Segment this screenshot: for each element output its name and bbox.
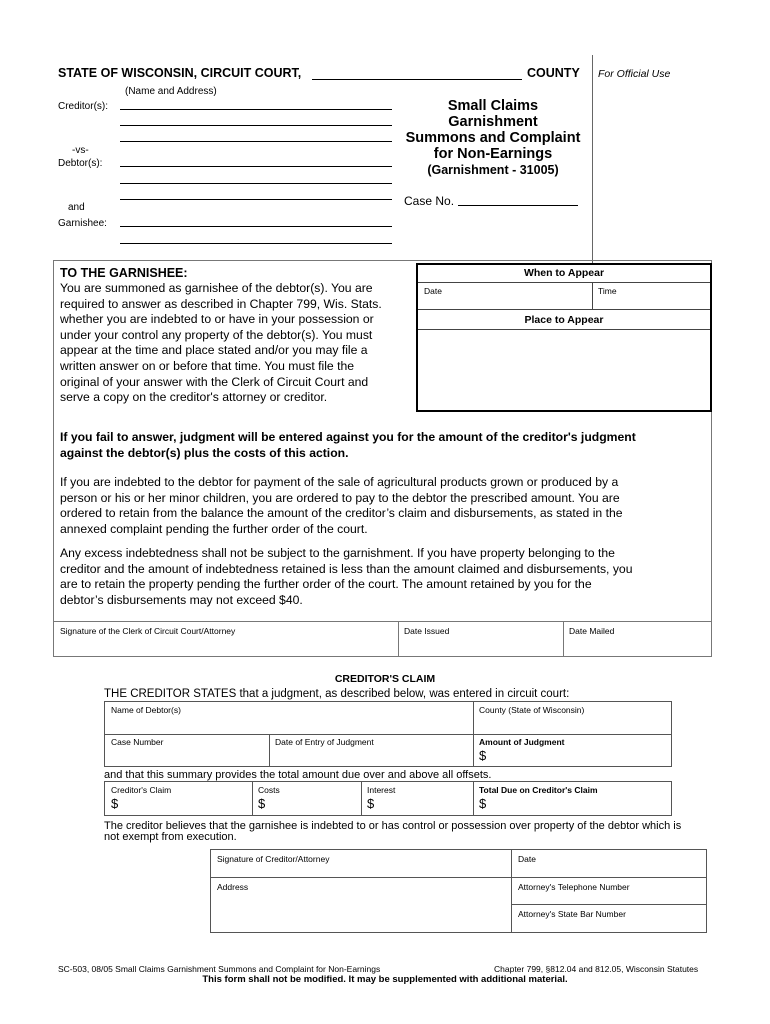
para-line: annexed complaint pending the further order of the court. xyxy=(60,521,368,536)
appear-time-field[interactable] xyxy=(593,284,710,309)
county-state-label: County (State of Wisconsin) xyxy=(479,705,585,715)
costs-currency: $ xyxy=(258,796,266,811)
garnishee-label: Garnishee: xyxy=(58,218,107,229)
para-line: If you are indebted to the debtor for payment of the sale of agricultural products grown or produced by a xyxy=(60,475,619,489)
creditors-claim-field[interactable] xyxy=(106,783,251,814)
title-line-4: for Non-Earnings xyxy=(433,146,553,162)
sign-date-field[interactable] xyxy=(513,851,705,876)
para-line: are to retain the property pending the further order of the court. The amount retained by you for the xyxy=(60,577,592,592)
place-to-appear-field[interactable] xyxy=(418,330,710,408)
garnishee-line-2[interactable] xyxy=(120,243,392,244)
amount-judgment-currency: $ xyxy=(479,748,487,763)
summary-text: and that this summary provides the total amount due over and above all offsets. xyxy=(104,769,492,781)
para-line: debtor’s disbursements may not exceed $40. xyxy=(60,592,303,607)
para-line: person or his or her minor children, you are ordered to pay to the debtor the prescribed amount. You are xyxy=(60,490,620,505)
county-label: COUNTY xyxy=(527,66,580,80)
debtor-line-2[interactable] xyxy=(120,183,392,184)
title-line-2: Garnishment xyxy=(448,114,538,130)
address-label: Address xyxy=(217,882,249,892)
amount-judgment-label: Amount of Judgment xyxy=(479,737,565,747)
creditors-claim-currency: $ xyxy=(111,796,119,811)
creditor-signature-label: Signature of Creditor/Attorney xyxy=(217,854,330,864)
garnishee-notice-text xyxy=(60,281,415,406)
costs-field[interactable] xyxy=(253,783,360,814)
sign-date-label: Date xyxy=(518,854,536,864)
official-use-divider xyxy=(592,55,593,265)
date-entry-label: Date of Entry of Judgment xyxy=(275,737,374,747)
and-label: and xyxy=(68,202,85,213)
amount-judgment-field[interactable] xyxy=(474,735,670,765)
interest-field[interactable] xyxy=(362,783,472,814)
debtor-line-1[interactable] xyxy=(120,166,392,167)
form-code: (Garnishment - 31005) xyxy=(427,163,559,177)
form-title xyxy=(394,98,592,162)
case-number-label: Case Number xyxy=(111,737,164,747)
interest-label: Interest xyxy=(367,785,396,795)
notice-line: required to answer as described in Chapter 799, Wis. Stats. xyxy=(60,296,382,311)
notice-line: under your control any property of the debtor(s). You must xyxy=(60,327,373,342)
notice-line: appear at the time and place stated and/or you may file a xyxy=(60,343,368,358)
debtor-name-field[interactable] xyxy=(106,703,472,733)
creditor-line-2[interactable] xyxy=(120,125,392,126)
case-no-label: Case No. xyxy=(404,194,455,208)
date-entry-field[interactable] xyxy=(270,735,472,765)
title-line-1: Small Claims xyxy=(447,98,539,114)
creditor-line-3[interactable] xyxy=(120,141,392,142)
date-issued-field[interactable] xyxy=(399,622,562,656)
agricultural-paragraph xyxy=(60,475,710,537)
appear-date-field[interactable] xyxy=(418,284,592,309)
notice-line: original of your answer with the Clerk of Circuit Court and xyxy=(60,374,369,389)
name-address-caption: (Name and Address) xyxy=(125,86,217,97)
clerk-signature-field[interactable] xyxy=(54,622,397,656)
attorney-phone-field[interactable] xyxy=(513,879,705,903)
debtor-line-3[interactable] xyxy=(120,199,392,200)
when-to-appear-label: When to Appear xyxy=(523,267,605,279)
sign-row-divider-2 xyxy=(511,904,706,905)
court-heading: STATE OF WISCONSIN, CIRCUIT COURT, xyxy=(58,66,302,80)
excess-indebtedness-paragraph xyxy=(60,546,710,608)
total-due-label: Total Due on Creditor's Claim xyxy=(479,785,598,795)
sign-row-divider-1 xyxy=(211,877,706,878)
belief-line: not exempt from execution. xyxy=(104,831,237,843)
notice-line: serve a copy on the creditor's attorney or creditor. xyxy=(60,390,328,405)
date-issued-label: Date Issued xyxy=(404,626,450,636)
claim-totals-table xyxy=(104,781,672,816)
appearance-box xyxy=(416,263,712,412)
date-mailed-label: Date Mailed xyxy=(569,626,615,636)
case-number-field[interactable] xyxy=(106,735,268,765)
para-line: ordered to retain from the balance the amount of the creditor’s claim and disbursements, as stated in the xyxy=(60,506,623,521)
attorney-bar-field[interactable] xyxy=(513,906,705,931)
creditors-claim-heading: CREDITOR'S CLAIM xyxy=(334,673,436,685)
attorney-bar-label: Attorney's State Bar Number xyxy=(518,909,626,919)
garnishee-heading: TO THE GARNISHEE: xyxy=(60,266,188,280)
debtor-name-label: Name of Debtor(s) xyxy=(111,705,181,715)
statutes-footer: Chapter 799, §812.04 and 812.05, Wisconsin Statutes xyxy=(494,964,699,974)
county-state-field[interactable] xyxy=(474,703,670,733)
total-due-currency: $ xyxy=(479,796,487,811)
official-use-label: For Official Use xyxy=(598,68,671,80)
creditor-signature-table xyxy=(210,849,707,933)
sign-col-divider xyxy=(511,850,512,932)
para-line: creditor and the amount of indebtedness retained is less than the amount claimed and disbursements, you xyxy=(60,561,633,576)
warning-line: against the debtor(s) plus the costs of this action. xyxy=(60,445,349,460)
vs-label: -vs- xyxy=(72,145,89,156)
county-name-line[interactable] xyxy=(312,79,522,80)
creditors-label: Creditor(s): xyxy=(58,101,109,112)
when-divider xyxy=(418,282,710,283)
default-judgment-warning xyxy=(60,430,710,461)
creditor-belief-text xyxy=(104,821,724,843)
notice-line: whether you are indebted to or have in your possession or xyxy=(60,312,374,327)
creditor-line-1[interactable] xyxy=(120,109,392,110)
form-id-footer: SC-503, 08/05 Small Claims Garnishment Summons and Complaint for Non-Earnings xyxy=(58,964,381,974)
total-due-field[interactable] xyxy=(474,783,670,814)
warning-line: If you fail to answer, judgment will be entered against you for the amount of the creditor's judgment xyxy=(60,430,636,444)
address-field[interactable] xyxy=(212,879,510,931)
place-divider xyxy=(418,309,710,310)
debtors-label: Debtor(s): xyxy=(58,158,103,169)
appear-date-label: Date xyxy=(424,286,442,296)
creditor-signature-field[interactable] xyxy=(212,851,510,876)
title-line-3: Summons and Complaint xyxy=(405,130,581,146)
judgment-table xyxy=(104,701,672,767)
appear-time-label: Time xyxy=(598,286,617,296)
costs-label: Costs xyxy=(258,785,280,795)
place-to-appear-label: Place to Appear xyxy=(524,314,604,326)
attorney-phone-label: Attorney's Telephone Number xyxy=(518,882,630,892)
creditor-states-text: THE CREDITOR STATES that a judgment, as described below, was entered in circuit court: xyxy=(104,688,570,700)
creditors-claim-label: Creditor's Claim xyxy=(111,785,172,795)
interest-currency: $ xyxy=(367,796,375,811)
modification-notice: This form shall not be modified. It may be supplemented with additional material. xyxy=(202,974,568,985)
notice-line: You are summoned as garnishee of the debtor(s). You are xyxy=(60,281,373,295)
belief-line: The creditor believes that the garnishee is indebted to or has control or possession over property of the debtor which is xyxy=(104,820,682,832)
para-line: Any excess indebtedness shall not be subject to the garnishment. If you have property belonging to the xyxy=(60,546,615,560)
garnishee-line-1[interactable] xyxy=(120,226,392,227)
clerk-signature-label: Signature of the Clerk of Circuit Court/Attorney xyxy=(60,626,236,636)
date-mailed-field[interactable] xyxy=(564,622,711,656)
notice-line: written answer on or before that time. You must file the xyxy=(60,358,355,373)
case-no-line[interactable] xyxy=(458,205,578,206)
